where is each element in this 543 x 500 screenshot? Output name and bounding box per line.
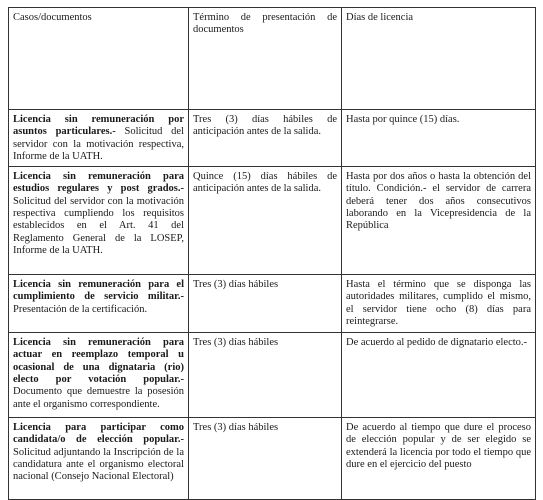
table-row [9, 167, 536, 275]
case-title: Licencia sin remuneración para estudios regulares y post grados.- [13, 171, 184, 195]
case-cell [9, 418, 189, 500]
header-days [342, 8, 536, 110]
header-term [189, 8, 342, 110]
case-cell [9, 333, 189, 418]
days-cell: De acuerdo al tiempo que dure el proceso de elección popular y de ser elegido se extenderá la licencia por todo el tiempo que dure en el ejercicio del puesto [342, 418, 536, 500]
table-row [9, 418, 536, 500]
table-row [9, 275, 536, 333]
table-row [9, 110, 536, 167]
header-cases-label: Casos/documentos [13, 12, 92, 23]
days-cell: Hasta por quince (15) días. [342, 110, 536, 167]
case-detail: Presentación de la certificación. [13, 303, 148, 315]
days-cell: Hasta por dos años o hasta la obtención del título. Condición.- el servidor de carrera deberá tener dos años consecutivos laborando en la Vicepresidencia de la República [342, 167, 536, 275]
case-detail: Solicitud del servidor con la motivación respectiva cumpliendo los requisitos establecidos en el Art. 41 del Reglamento General de la LOSEP, Informe de la UATH. [13, 195, 184, 256]
header-term-label: Término de presentación de documentos [193, 12, 337, 36]
days-cell: De acuerdo al pedido de dignatario electo.- [342, 333, 536, 418]
case-detail: Solicitud adjuntando la Inscripción de la candidatura ante el organismo electoral nacional (Consejo Nacional Electoral) [13, 446, 184, 483]
term-cell: Tres (3) días hábiles [189, 418, 342, 500]
table-row [9, 333, 536, 418]
header-cases [9, 8, 189, 110]
case-cell [9, 110, 189, 167]
term-cell: Tres (3) días hábiles [189, 333, 342, 418]
term-cell: Tres (3) días hábiles de anticipación antes de la salida. [189, 110, 342, 167]
case-cell [9, 167, 189, 275]
case-title: Licencia para participar como candidata/o de elección popular.- [13, 422, 184, 446]
header-days-label: Días de licencia [346, 12, 414, 23]
case-detail: Solicitud del servidor con la motivación respectiva, Informe de la UATH. [13, 126, 184, 162]
term-cell: Quince (15) días hábiles de anticipación antes de la salida. [189, 167, 342, 275]
case-title: Licencia sin remuneración para actuar en reemplazo temporal u ocasional de una dignataria (rio) electo por votación popular.- [13, 337, 184, 386]
term-cell: Tres (3) días hábiles [189, 275, 342, 333]
case-detail: Documento que demuestre la posesión ante el organismo correspondiente. [13, 386, 184, 410]
table-header-row [9, 8, 536, 110]
case-cell [9, 275, 189, 333]
licenses-table [8, 7, 536, 500]
days-cell: Hasta el término que se disponga las autoridades militares, cumplido el mismo, el servidor tiene ocho (8) días para reintegrarse. [342, 275, 536, 333]
case-title: Licencia sin remuneración por asuntos particulares.- [13, 114, 184, 138]
case-title: Licencia sin remuneración para el cumplimiento de servicio militar.- [13, 279, 184, 303]
